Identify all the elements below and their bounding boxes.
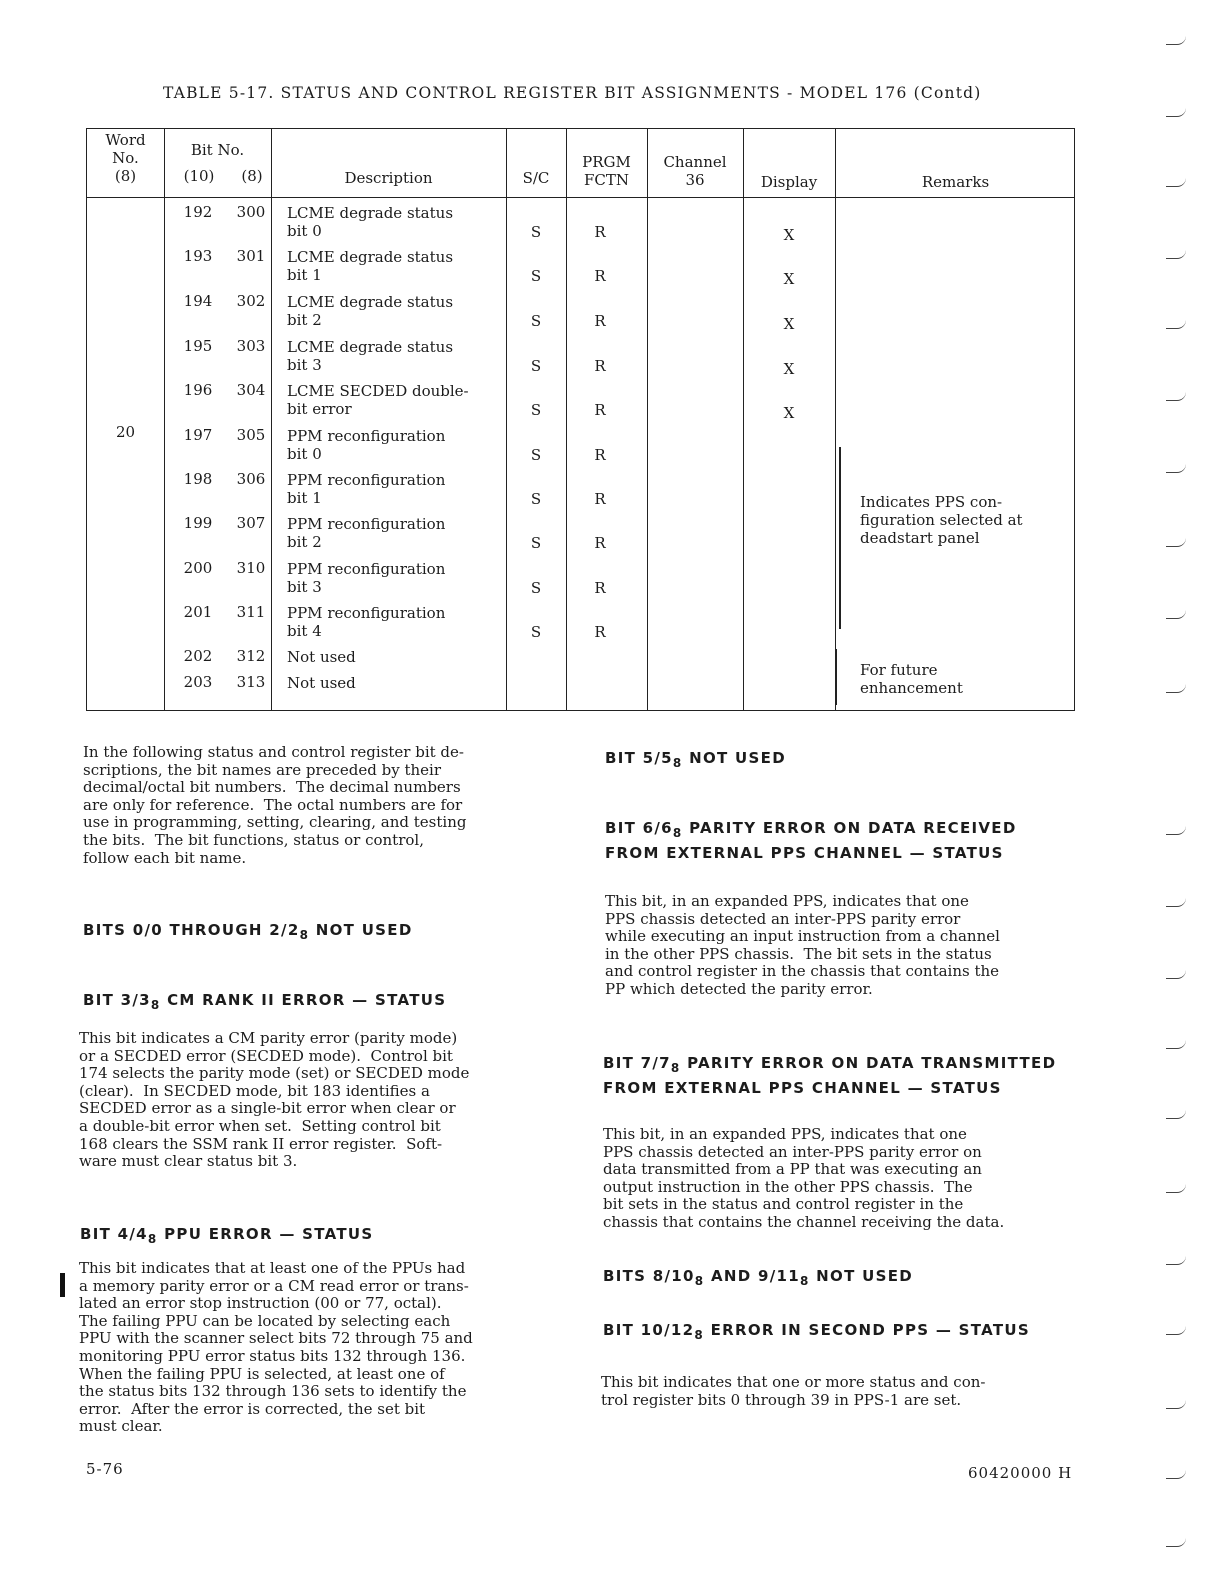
display-value: X: [783, 360, 795, 378]
status-control-value: S: [530, 579, 542, 597]
status-control-value: S: [530, 223, 542, 241]
bit-octal: 307: [236, 514, 266, 532]
margin-mark: [1166, 1326, 1186, 1335]
table-title: TABLE 5-17. STATUS AND CONTROL REGISTER BIT ASSIGNMENTS - MODEL 176 (Contd): [163, 84, 982, 102]
heading-bit-10: BIT $10/12_8$ ERROR IN SECOND PPS — STATUS: [603, 1321, 1031, 1342]
header-remarks: Remarks: [921, 173, 990, 191]
bit-description-line: bit 2: [287, 311, 322, 329]
bit-octal: 304: [236, 381, 266, 399]
margin-mark: [1166, 610, 1186, 619]
bit-description-line: bit error: [287, 400, 352, 418]
status-control-value: S: [530, 312, 542, 330]
bit-octal: 310: [236, 559, 266, 577]
column-divider: [647, 129, 648, 710]
status-control-value: S: [530, 623, 542, 641]
margin-mark: [1166, 36, 1186, 45]
bit-octal: 313: [236, 673, 266, 691]
bit-octal: 303: [236, 337, 266, 355]
bit-description-line: PPM reconfiguration: [287, 560, 446, 578]
bit-description: [287, 515, 445, 551]
margin-mark: [1166, 1538, 1186, 1547]
bit-3-description: This bit indicates a CM parity error (parity mode) or a SECDED error (SECDED mode). Control bit 174 selects the parity mode (set) or SECDED mode (clear). In SECDED mode, bit 183 identifies a SECDED error as a single-bit error when clear or a double-bit error when set. Setting control bit 168 clears the SSM rank II error register. Soft- ware must clear status bit 3.: [79, 1029, 470, 1171]
display-value: X: [783, 404, 795, 422]
bit-decimal: 196: [183, 381, 213, 399]
bit-decimal: 203: [183, 673, 213, 691]
bit-octal: 305: [236, 426, 266, 444]
margin-mark: [1166, 898, 1186, 907]
bit-description-line: PPM reconfiguration: [287, 515, 446, 533]
bit-description-line: LCME degrade status: [287, 338, 454, 356]
bit-description-line: bit 4: [287, 622, 322, 640]
bit-decimal: 202: [183, 647, 213, 665]
status-control-value: S: [530, 490, 542, 508]
status-control-value: S: [530, 357, 542, 375]
margin-mark: [1166, 320, 1186, 329]
bit-decimal: 195: [183, 337, 213, 355]
document-number: 60420000 H: [968, 1464, 1073, 1482]
header-bit-decimal: (10): [183, 167, 215, 185]
bit-description: [287, 604, 445, 640]
program-function-value: R: [594, 579, 606, 597]
margin-mark: [1166, 178, 1186, 187]
bit-description-line: PPM reconfiguration: [287, 427, 446, 445]
word-number: 20: [115, 423, 136, 441]
status-control-value: S: [530, 401, 542, 419]
bit-description-line: LCME degrade status: [287, 204, 454, 222]
remarks-future-enhancement: For future enhancement: [860, 661, 963, 697]
bit-description: [287, 382, 469, 418]
bit-decimal: 201: [183, 603, 213, 621]
program-function-value: R: [594, 357, 606, 375]
heading-bit-5: BIT $5/5_8$ NOT USED: [605, 749, 786, 770]
heading-bit-6: BIT $6/6_8$ PARITY ERROR ON DATA RECEIVED FROM EXTERNAL PPS CHANNEL — STATUS: [605, 819, 1017, 862]
status-control-value: S: [530, 267, 542, 285]
heading-bit-3: BIT $3/3_8$ CM RANK II ERROR — STATUS: [83, 991, 447, 1012]
bit-description: [287, 648, 356, 666]
page-number: 5-76: [86, 1460, 124, 1478]
margin-mark: [1166, 1470, 1186, 1479]
bit-description: [287, 674, 356, 692]
bit-10-description: This bit indicates that one or more status and con- trol register bits 0 through 39 in PPS-1 are set.: [601, 1373, 986, 1409]
bit-description: [287, 471, 445, 507]
bit-6-description: This bit, in an expanded PPS, indicates that one PPS chassis detected an inter-PPS parity error while executing an input instruction from a channel in the other PPS chassis. The bit sets in the status and control register in the chassis that contains the PP which detected the parity error.: [605, 892, 1000, 998]
header-bit-no: Bit No.: [190, 141, 245, 159]
program-function-value: R: [594, 623, 606, 641]
bit-description-line: Not used: [287, 648, 356, 666]
margin-mark: [1166, 464, 1186, 473]
program-function-value: R: [594, 490, 606, 508]
remarks-brace: [835, 649, 837, 705]
bit-description-line: bit 1: [287, 266, 322, 284]
change-bar: [60, 1273, 65, 1297]
program-function-value: R: [594, 312, 606, 330]
margin-mark: [1166, 108, 1186, 117]
display-value: X: [783, 315, 795, 333]
program-function-value: R: [594, 401, 606, 419]
header-divider: [87, 197, 1074, 198]
bit-description-line: LCME degrade status: [287, 293, 454, 311]
heading-bit-7: BIT $7/7_8$ PARITY ERROR ON DATA TRANSMITTED FROM EXTERNAL PPS CHANNEL — STATUS: [603, 1054, 1057, 1097]
bit-description: [287, 338, 453, 374]
margin-mark: [1166, 1400, 1186, 1409]
margin-mark: [1166, 684, 1186, 693]
remarks-brace: [839, 447, 841, 629]
bit-description-line: bit 1: [287, 489, 322, 507]
bit-decimal: 197: [183, 426, 213, 444]
heading-bits-0-2: BITS 0/0 THROUGH $2/2_8$ NOT USED: [83, 921, 413, 942]
program-function-value: R: [594, 534, 606, 552]
bit-description: [287, 248, 453, 284]
bit-octal: 311: [236, 603, 266, 621]
bit-4-description: This bit indicates that at least one of the PPUs had a memory parity error or a CM read error or trans- lated an error stop instruction (00 or 77, octal). The failing PPU can be located by selecting each PPU with the scanner select bits 72 through 75 and monitoring PPU error status bits 132 through 136. When the failing PPU is selected, at least one of the status bits 132 through 136 sets to identify the error. After the error is corrected, the set bit must clear.: [79, 1259, 473, 1436]
program-function-value: R: [594, 223, 606, 241]
margin-mark: [1166, 250, 1186, 259]
header-description: Description: [344, 169, 433, 187]
bit-description-line: bit 3: [287, 356, 322, 374]
bit-description-line: bit 2: [287, 533, 322, 551]
bit-description-line: PPM reconfiguration: [287, 471, 446, 489]
status-control-value: S: [530, 534, 542, 552]
display-value: X: [783, 226, 795, 244]
program-function-value: R: [594, 267, 606, 285]
bit-octal: 302: [236, 292, 266, 310]
margin-mark: [1166, 970, 1186, 979]
bit-decimal: 194: [183, 292, 213, 310]
header-prgm-fctn: PRGM FCTN: [582, 153, 631, 189]
status-control-value: S: [530, 446, 542, 464]
status-register-table: [86, 128, 1075, 711]
header-channel-36: Channel 36: [663, 153, 727, 189]
header-display: Display: [760, 173, 818, 191]
margin-mark: [1166, 538, 1186, 547]
intro-paragraph: In the following status and control register bit de- scriptions, the bit names are preceded by their decimal/octal bit numbers. The decimal numbers are only for reference. The octal numbers are for use in programming, setting, clearing, and testing the bits. The bit functions, status or control, follow each bit name.: [83, 743, 467, 867]
bit-description-line: bit 3: [287, 578, 322, 596]
bit-description-line: bit 0: [287, 445, 322, 463]
header-word-no: Word No. (8): [105, 131, 146, 185]
bit-description-line: LCME degrade status: [287, 248, 454, 266]
bit-description: [287, 293, 453, 329]
header-bit-octal: (8): [241, 167, 263, 185]
bit-description-line: Not used: [287, 674, 356, 692]
bit-description: [287, 427, 445, 463]
program-function-value: R: [594, 446, 606, 464]
bit-octal: 312: [236, 647, 266, 665]
bit-decimal: 198: [183, 470, 213, 488]
margin-mark: [1166, 392, 1186, 401]
bit-decimal: 192: [183, 203, 213, 221]
bit-description: [287, 560, 445, 596]
margin-mark: [1166, 826, 1186, 835]
bit-decimal: 193: [183, 247, 213, 265]
bit-description-line: LCME SECDED double-: [287, 382, 469, 400]
display-value: X: [783, 270, 795, 288]
margin-mark: [1166, 1040, 1186, 1049]
bit-description-line: bit 0: [287, 222, 322, 240]
column-divider: [164, 129, 165, 710]
bit-decimal: 200: [183, 559, 213, 577]
bit-description-line: PPM reconfiguration: [287, 604, 446, 622]
bit-description: [287, 204, 453, 240]
header-sc: S/C: [522, 169, 550, 187]
heading-bits-8-9: BITS $8/10_8$ AND $9/11_8$ NOT USED: [603, 1267, 914, 1288]
bit-decimal: 199: [183, 514, 213, 532]
bit-octal: 300: [236, 203, 266, 221]
margin-mark: [1166, 1184, 1186, 1193]
margin-mark: [1166, 1256, 1186, 1265]
bit-7-description: This bit, in an expanded PPS, indicates that one PPS chassis detected an inter-PPS parity error on data transmitted from a PP that was executing an output instruction in the other PPS chassis. The bit sets in the status and control register in the chassis that contains the channel receiving the data.: [603, 1125, 1005, 1231]
margin-mark: [1166, 1110, 1186, 1119]
heading-bit-4: BIT $4/4_8$ PPU ERROR — STATUS: [80, 1225, 374, 1246]
remarks-pps-configuration: Indicates PPS con- figuration selected at deadstart panel: [860, 493, 1023, 547]
bit-octal: 301: [236, 247, 266, 265]
bit-octal: 306: [236, 470, 266, 488]
column-divider: [835, 129, 836, 710]
